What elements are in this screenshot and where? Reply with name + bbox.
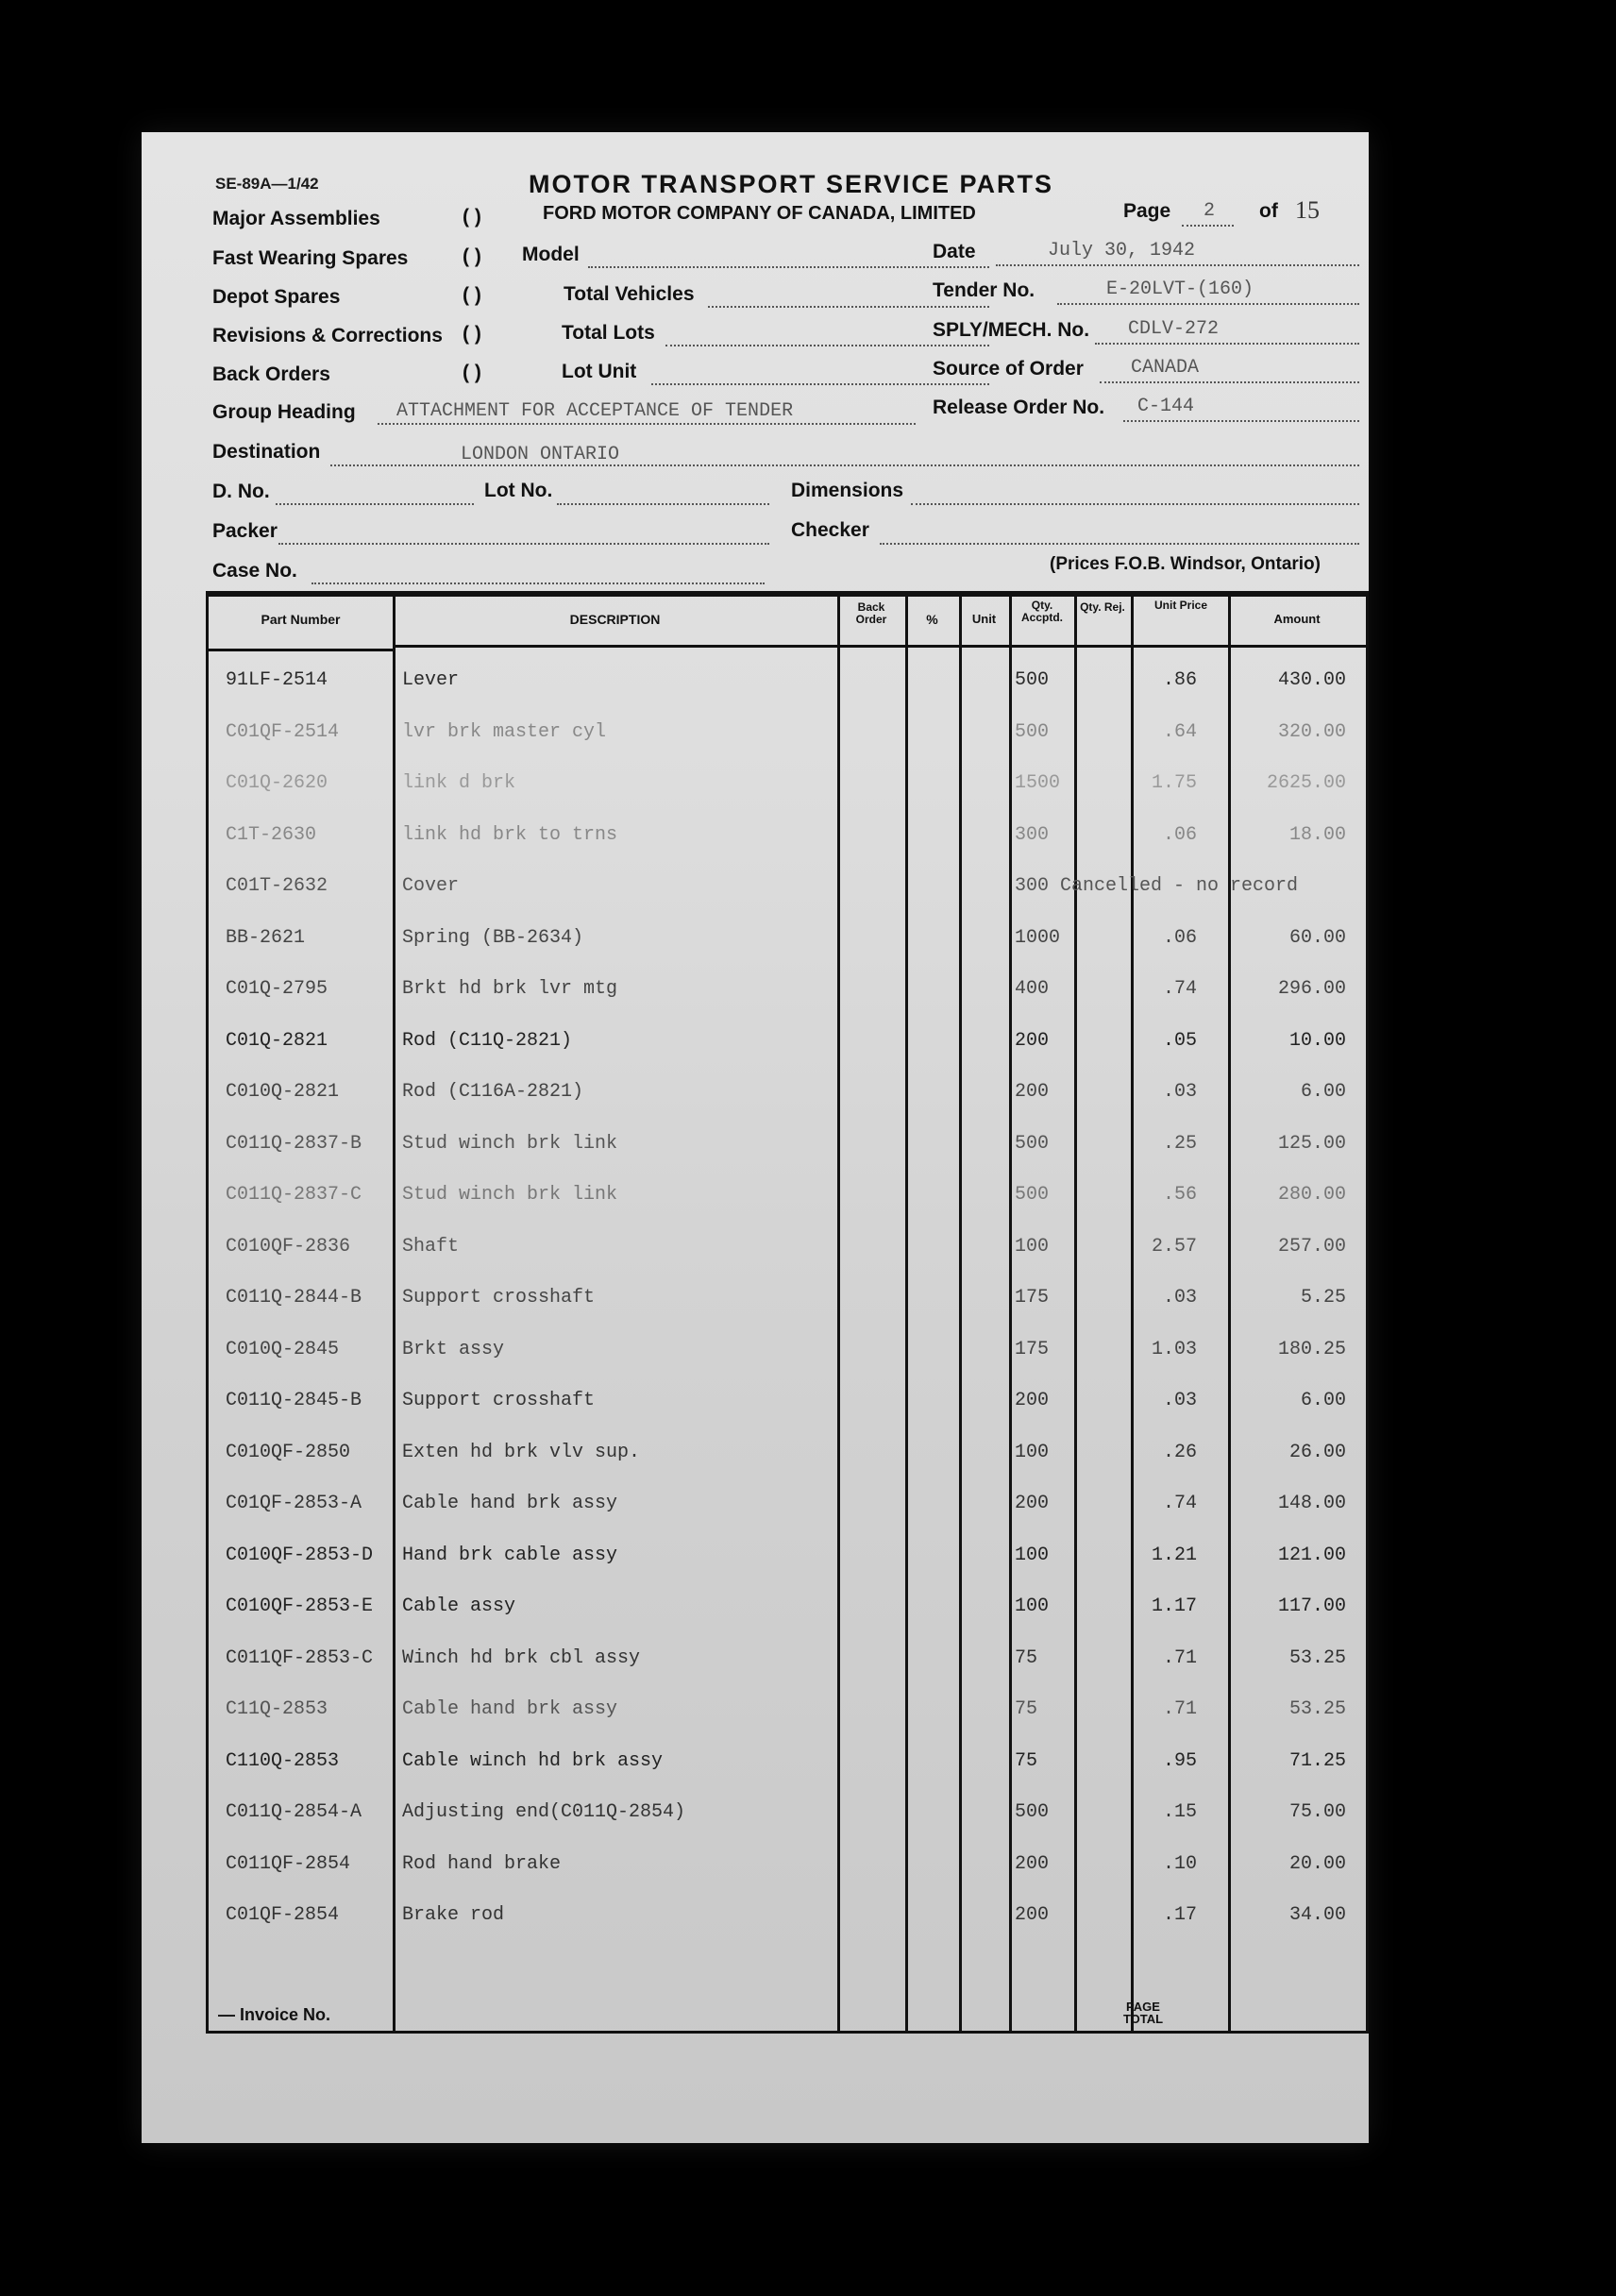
part-number-cell: C010QF-2850 (226, 1441, 351, 1463)
table-row (209, 669, 1366, 720)
description-cell: Cable hand brk assy (402, 1493, 618, 1514)
description-cell: Cable assy (402, 1595, 516, 1617)
hdr-back-order: Back Order (855, 600, 887, 626)
table-row (209, 927, 1366, 978)
table-row (209, 1801, 1366, 1852)
form-title: MOTOR TRANSPORT SERVICE PARTS (529, 170, 1054, 198)
description-cell: Brake rod (402, 1904, 505, 1926)
description-cell: link d brk (402, 772, 516, 794)
qty-accepted-cell: 75 (1015, 1749, 1038, 1772)
dimensions-line (911, 503, 1359, 505)
part-number-cell: C011Q-2837-B (226, 1132, 362, 1155)
description-cell: Cable winch hd brk assy (402, 1749, 664, 1772)
paren-depot: ( ) (463, 284, 481, 306)
description-cell: Winch hd brk cbl assy (402, 1646, 641, 1669)
form-sheet (142, 132, 1369, 2143)
part-number-cell: C010Q-2845 (226, 1338, 340, 1360)
source-value: CANADA (1131, 357, 1200, 379)
qty-accepted-cell: 500 (1015, 1801, 1050, 1823)
dno-label: D. No. (212, 481, 270, 502)
amount-cell: 2625.00 (1266, 772, 1346, 794)
total-lots-label: Total Lots (562, 322, 655, 344)
unit-price-cell: .03 (1162, 1287, 1197, 1308)
major-assemblies-label: Major Assemblies (212, 208, 380, 229)
paren-revisions: ( ) (463, 323, 481, 345)
table-row (209, 721, 1366, 772)
part-number-cell: C01QF-2853-A (226, 1493, 362, 1514)
hdr-unit: Unit (971, 612, 997, 626)
prices-note: (Prices F.O.B. Windsor, Ontario) (1050, 554, 1321, 574)
qty-accepted-cell: 200 (1015, 1390, 1050, 1411)
qty-accepted-cell: 1500 (1015, 772, 1061, 794)
qty-accepted-cell: 200 (1015, 1029, 1050, 1052)
table-row (209, 1595, 1366, 1646)
description-cell: Hand brk cable assy (402, 1544, 618, 1566)
date-label: Date (933, 241, 976, 262)
page-line (1182, 225, 1234, 227)
part-number-cell: C011QF-2854 (226, 1852, 351, 1875)
table-row (209, 824, 1366, 875)
description-cell: Spring (BB-2634) (402, 926, 584, 949)
unit-price-cell: .03 (1162, 1390, 1197, 1411)
total-vehicles-label: Total Vehicles (564, 283, 695, 305)
unit-price-cell: .71 (1162, 1646, 1197, 1669)
table-row (209, 1545, 1366, 1595)
checker-label: Checker (791, 519, 869, 541)
amount-cell: 296.00 (1277, 978, 1346, 1000)
amount-cell: 320.00 (1277, 720, 1346, 743)
part-number-cell: C011Q-2845-B (226, 1390, 362, 1411)
amount-cell: 53.25 (1288, 1698, 1346, 1720)
table-row (209, 1698, 1366, 1749)
part-number-cell: C011Q-2854-A (226, 1801, 362, 1823)
qty-accepted-cell: 200 (1015, 1081, 1050, 1103)
fast-wearing-label: Fast Wearing Spares (212, 247, 409, 269)
unit-price-cell: 1.17 (1151, 1595, 1197, 1617)
hdr-amount: Amount (1273, 612, 1321, 626)
hdr-qty-rej: Qty. Rej. (1080, 600, 1125, 614)
unit-price-cell: .06 (1162, 823, 1197, 846)
qty-accepted-cell: 200 (1015, 1904, 1050, 1926)
amount-cell: 60.00 (1288, 926, 1346, 949)
amount-cell: 20.00 (1288, 1852, 1346, 1875)
group-heading-value: ATTACHMENT FOR ACCEPTANCE OF TENDER (396, 400, 794, 422)
dimensions-label: Dimensions (791, 480, 904, 501)
unit-price-cell: .17 (1162, 1904, 1197, 1926)
qty-accepted-cell: 100 (1015, 1441, 1050, 1463)
qty-accepted-cell: 400 (1015, 978, 1050, 1000)
qty-accepted-cell: 175 (1015, 1338, 1050, 1360)
part-number-cell: C110Q-2853 (226, 1749, 340, 1772)
amount-cell: 280.00 (1277, 1184, 1346, 1206)
unit-price-cell: .74 (1162, 1493, 1197, 1514)
unit-price-cell: .71 (1162, 1698, 1197, 1720)
group-heading-label: Group Heading (212, 401, 356, 423)
source-label: Source of Order (933, 358, 1084, 380)
packer-label: Packer (212, 520, 278, 542)
unit-price-cell: 1.21 (1151, 1544, 1197, 1566)
caseno-line (311, 582, 765, 584)
table-row (209, 1236, 1366, 1287)
description-cell: Rod hand brake (402, 1852, 562, 1875)
qty-accepted-cell: 300 Cancelled - no record (1015, 875, 1299, 897)
header-bottom-line (393, 645, 1366, 648)
unit-price-cell: .06 (1162, 926, 1197, 949)
amount-cell: 6.00 (1300, 1390, 1346, 1411)
part-number-cell: BB-2621 (226, 926, 306, 949)
qty-accepted-cell: 200 (1015, 1852, 1050, 1875)
qty-accepted-cell: 200 (1015, 1493, 1050, 1514)
part-number-cell: C010QF-2836 (226, 1235, 351, 1258)
company-name: FORD MOTOR COMPANY OF CANADA, LIMITED (543, 203, 976, 224)
part-number-cell: C011Q-2844-B (226, 1287, 362, 1308)
unit-price-cell: .05 (1162, 1029, 1197, 1052)
part-number-cell: C11Q-2853 (226, 1698, 328, 1720)
amount-cell: 117.00 (1277, 1595, 1346, 1617)
hdr-unit-price: Unit Price (1153, 599, 1207, 612)
packer-line (278, 543, 769, 545)
description-cell: Brkt hd brk lvr mtg (402, 978, 618, 1000)
model-line (588, 266, 989, 268)
paren-major: ( ) (463, 206, 481, 228)
description-cell: lvr brk master cyl (402, 720, 607, 743)
amount-cell: 75.00 (1288, 1801, 1346, 1823)
qty-accepted-cell: 500 (1015, 669, 1050, 691)
part-number-cell: C1T-2630 (226, 823, 317, 846)
form-code: SE-89A—1/42 (215, 175, 319, 193)
date-value: July 30, 1942 (1048, 240, 1196, 262)
description-cell: Cable hand brk assy (402, 1698, 618, 1720)
description-cell: Brkt assy (402, 1338, 505, 1360)
paren-fast: ( ) (463, 245, 481, 267)
amount-cell: 148.00 (1277, 1493, 1346, 1514)
amount-cell: 125.00 (1277, 1132, 1346, 1155)
description-cell: Support crosshaft (402, 1390, 596, 1411)
part-number-cell: C01Q-2821 (226, 1029, 328, 1052)
qty-accepted-cell: 100 (1015, 1544, 1050, 1566)
description-cell: Cover (402, 875, 460, 897)
hdr-part-number: Part Number (261, 612, 341, 627)
table-row (209, 1442, 1366, 1493)
total-lots-line (665, 345, 989, 346)
amount-cell: 121.00 (1277, 1544, 1346, 1566)
amount-cell: 257.00 (1277, 1235, 1346, 1258)
description-cell: Support crosshaft (402, 1287, 596, 1308)
amount-cell: 53.25 (1288, 1646, 1346, 1669)
table-row (209, 875, 1366, 926)
unit-price-cell: .95 (1162, 1749, 1197, 1772)
tender-line (1057, 303, 1359, 305)
sply-value: CDLV-272 (1128, 318, 1220, 340)
caseno-label: Case No. (212, 560, 297, 582)
qty-accepted-cell: 75 (1015, 1646, 1038, 1669)
release-line (1123, 420, 1359, 422)
description-cell: Shaft (402, 1235, 460, 1258)
amount-cell: 71.25 (1288, 1749, 1346, 1772)
unit-price-cell: 1.75 (1151, 772, 1197, 794)
unit-price-cell: .10 (1162, 1852, 1197, 1875)
table-row (209, 1750, 1366, 1801)
part-number-cell: C010QF-2853-D (226, 1544, 374, 1566)
part-number-cell: C01Q-2795 (226, 978, 328, 1000)
description-cell: link hd brk to trns (402, 823, 618, 846)
amount-cell: 18.00 (1288, 823, 1346, 846)
qty-accepted-cell: 500 (1015, 1132, 1050, 1155)
table-row (209, 1339, 1366, 1390)
lot-unit-label: Lot Unit (562, 361, 637, 382)
table-row (209, 1390, 1366, 1441)
part-number-cell: C010Q-2821 (226, 1081, 340, 1103)
description-cell: Stud winch brk link (402, 1132, 618, 1155)
unit-price-cell: .25 (1162, 1132, 1197, 1155)
tender-label: Tender No. (933, 279, 1035, 301)
unit-price-cell: .74 (1162, 978, 1197, 1000)
unit-price-cell: .56 (1162, 1184, 1197, 1206)
table-row (209, 1081, 1366, 1132)
description-cell: Lever (402, 669, 460, 691)
of-label: of (1259, 200, 1278, 222)
invoice-no-label: — Invoice No. (218, 2005, 331, 2024)
lot-unit-line (651, 383, 989, 385)
qty-accepted-cell: 500 (1015, 720, 1050, 743)
destination-label: Destination (212, 441, 321, 463)
amount-cell: 26.00 (1288, 1441, 1346, 1463)
table-row (209, 1853, 1366, 1904)
release-label: Release Order No. (933, 397, 1105, 418)
date-line (996, 264, 1359, 266)
qty-accepted-cell: 1000 (1015, 926, 1061, 949)
unit-price-cell: .15 (1162, 1801, 1197, 1823)
unit-price-cell: .26 (1162, 1441, 1197, 1463)
dno-line (276, 503, 474, 505)
qty-accepted-cell: 100 (1015, 1235, 1050, 1258)
part-number-cell: C01QF-2854 (226, 1904, 340, 1926)
sply-label: SPLY/MECH. No. (933, 319, 1090, 341)
paren-back: ( ) (463, 362, 481, 383)
table-row (209, 1133, 1366, 1184)
unit-price-cell: 1.03 (1151, 1338, 1197, 1360)
description-cell: Rod (C11Q-2821) (402, 1029, 573, 1052)
tender-value: E-20LVT-(160) (1106, 279, 1254, 300)
amount-cell: 430.00 (1277, 669, 1346, 691)
amount-cell: 6.00 (1300, 1081, 1346, 1103)
part-number-cell: C01QF-2514 (226, 720, 340, 743)
of-value: 15 (1295, 196, 1320, 224)
table-row (209, 1030, 1366, 1081)
checker-line (880, 543, 1359, 545)
unit-price-cell: .86 (1162, 669, 1197, 691)
hdr-description: DESCRIPTION (569, 612, 661, 627)
table-row (209, 1647, 1366, 1698)
page-label: Page (1123, 200, 1171, 222)
header-top-line (209, 594, 1366, 597)
model-label: Model (522, 244, 580, 265)
qty-accepted-cell: 500 (1015, 1184, 1050, 1206)
amount-cell: 34.00 (1288, 1904, 1346, 1926)
depot-spares-label: Depot Spares (212, 286, 341, 308)
qty-accepted-cell: 75 (1015, 1698, 1038, 1720)
qty-accepted-cell: 175 (1015, 1287, 1050, 1308)
lotno-label: Lot No. (484, 480, 553, 501)
description-cell: Rod (C116A-2821) (402, 1081, 584, 1103)
amount-cell: 10.00 (1288, 1029, 1346, 1052)
destination-line (330, 464, 1359, 466)
table-row (209, 1493, 1366, 1544)
qty-accepted-cell: 300 (1015, 823, 1050, 846)
part-number-cell: 91LF-2514 (226, 669, 328, 691)
source-line (1100, 381, 1359, 383)
unit-price-cell: .03 (1162, 1081, 1197, 1103)
amount-cell: 5.25 (1300, 1287, 1346, 1308)
revisions-label: Revisions & Corrections (212, 325, 443, 346)
release-value: C-144 (1137, 396, 1195, 417)
description-cell: Adjusting end(C011Q-2854) (402, 1801, 686, 1823)
lotno-line (557, 503, 769, 505)
part-number-cell: C01T-2632 (226, 875, 328, 897)
unit-price-cell: 2.57 (1151, 1235, 1197, 1258)
hdr-percent: % (926, 612, 938, 627)
destination-value: LONDON ONTARIO (461, 444, 620, 465)
part-number-cell: C011Q-2837-C (226, 1184, 362, 1206)
table-row (209, 1184, 1366, 1235)
header-bottom-line-part (209, 649, 393, 651)
qty-accepted-cell: 100 (1015, 1595, 1050, 1617)
description-cell: Stud winch brk link (402, 1184, 618, 1206)
parts-table (206, 591, 1369, 2034)
unit-price-cell: .64 (1162, 720, 1197, 743)
description-cell: Exten hd brk vlv sup. (402, 1441, 641, 1463)
table-row (209, 772, 1366, 823)
hdr-qty-accepted: Qty. Accptd. (1020, 599, 1063, 624)
total-vehicles-line (708, 306, 989, 308)
page-value: 2 (1204, 200, 1216, 222)
part-number-cell: C010QF-2853-E (226, 1595, 374, 1617)
sply-line (1095, 343, 1359, 345)
group-heading-line (378, 423, 916, 425)
table-row (209, 1904, 1366, 1955)
table-row (209, 1287, 1366, 1338)
part-number-cell: C01Q-2620 (226, 772, 328, 794)
amount-cell: 180.25 (1277, 1338, 1346, 1360)
back-orders-label: Back Orders (212, 363, 330, 385)
part-number-cell: C011QF-2853-C (226, 1646, 374, 1669)
page-total-label: PAGE TOTAL (1122, 2000, 1164, 2026)
table-row (209, 978, 1366, 1029)
